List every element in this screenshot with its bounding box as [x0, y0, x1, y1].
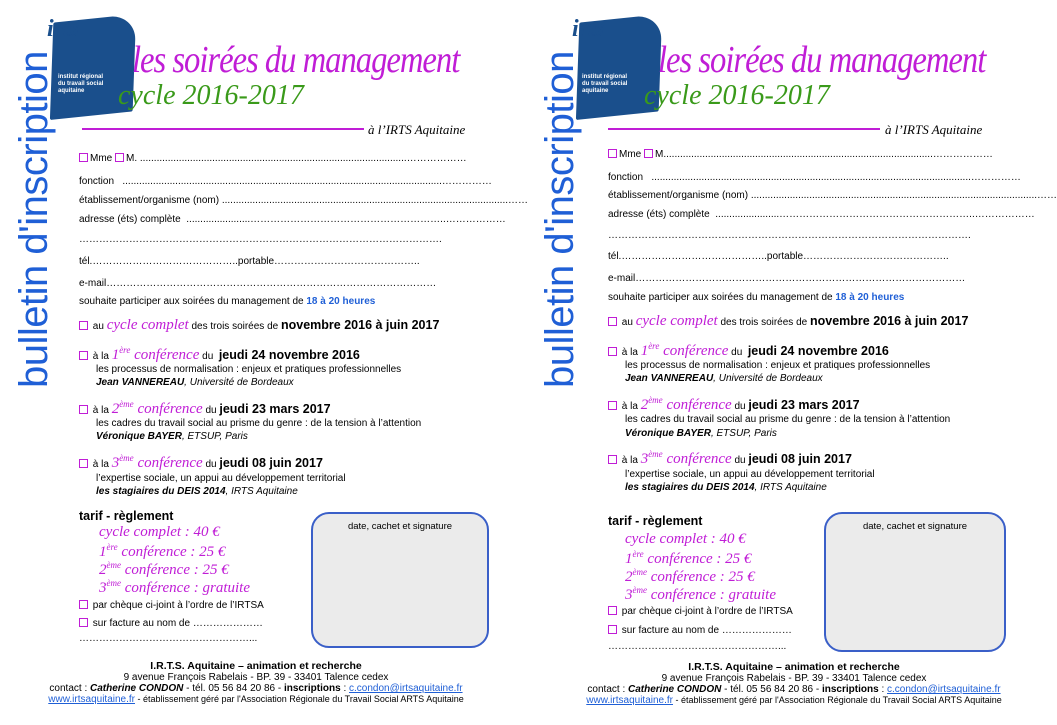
tarif-heading: tarif - règlement — [79, 509, 174, 523]
phone-row[interactable]: tél.……………………………………..portable…………………………………….. — [608, 251, 949, 262]
divider — [82, 128, 364, 130]
tarif-conf-1: 1ère conférence : 25 € — [99, 542, 226, 560]
souhaite-text: souhaite participer aux soirées du management de 18 à 20 heures — [79, 296, 376, 307]
conf-3-speaker: les stagiaires du DEIS 2014, IRTS Aquitaine — [96, 486, 298, 497]
website-link[interactable]: www.irtsaquitaine.fr — [586, 695, 673, 706]
conf-3-speaker: les stagiaires du DEIS 2014, IRTS Aquitaine — [625, 482, 827, 493]
option-cycle[interactable]: au cycle complet des trois soirées de novembre 2016 à juin 2017 — [79, 317, 439, 334]
option-conf-1[interactable]: à la 1ère conférence du jeudi 24 novembre 2016 — [608, 341, 889, 360]
website-link[interactable]: www.irtsaquitaine.fr — [48, 694, 135, 705]
adresse-line[interactable]: ………………………………………………………………………………………………. — [79, 234, 442, 245]
fonction-field[interactable]: fonction ...................................................................................................................…………… — [608, 172, 1021, 183]
option-conf-2[interactable]: à la 2ème conférence du jeudi 23 mars 2017 — [608, 395, 860, 414]
facture-line[interactable]: ……………………………………………... — [608, 641, 787, 652]
location: à l’IRTS Aquitaine — [368, 122, 466, 137]
payment-cheque[interactable]: par chèque ci-joint à l’ordre de l’IRTSA — [79, 600, 264, 611]
m-checkbox[interactable] — [644, 149, 653, 158]
footer: I.R.T.S. Aquitaine – animation et recherche 9 avenue François Rabelais - BP. 39 - 33401 Talence cedex contact : Catherine CONDON - tél. 05 56 84 20 86 - inscriptions : c.condon@irtsaquitaine.fr www.irtsaquitaine.fr - établissement géré par l'Association Régionale du Travail Social ARTS Aquitaine — [48, 660, 464, 705]
tarif-conf-2: 2ème conférence : 25 € — [99, 560, 229, 578]
conf-2-topic: les cadres du travail social au prisme du genre : de la tension à l’attention — [96, 418, 422, 429]
m-checkbox[interactable] — [115, 153, 124, 162]
souhaite-text: souhaite participer aux soirées du management de 18 à 20 heures — [608, 292, 905, 303]
vertical-title: bulletin d'inscription — [12, 51, 56, 388]
page-title: les soirées du management — [658, 39, 986, 81]
cycle-title: cycle 2016-2017 — [644, 80, 830, 111]
adresse-line[interactable]: ………………………………………………………………………………………………. — [608, 230, 971, 241]
logo-text: irts — [572, 16, 605, 42]
logo-subtitle: institut régional du travail social aquitaine — [58, 74, 104, 94]
tarif-conf-2: 2ème conférence : 25 € — [625, 567, 755, 585]
conf-1-topic: les processus de normalisation : enjeux et pratiques professionnelles — [96, 364, 402, 375]
adresse-field[interactable]: adresse (éts) complète .......................…………………………………………………..……………… — [608, 209, 1035, 220]
tarif-heading: tarif - règlement — [608, 514, 703, 528]
conf-3-topic: l’expertise sociale, un appui au développement territorial — [625, 469, 875, 480]
email-link[interactable]: c.condon@irtsaquitaine.fr — [887, 684, 1001, 695]
phone-row[interactable]: tél.……………………………………..portable…………………………………….. — [79, 256, 420, 267]
conf-1-topic: les processus de normalisation : enjeux et pratiques professionnelles — [625, 360, 931, 371]
conf-2-speaker: Véronique BAYER, ETSUP, Paris — [625, 428, 777, 439]
footer: I.R.T.S. Aquitaine – animation et recherche 9 avenue François Rabelais - BP. 39 - 33401 Talence cedex contact : Catherine CONDON - tél. 05 56 84 20 86 - inscriptions : c.condon@irtsaquitaine.fr www.irtsaquitaine.fr - établissement géré par l'Association Régionale du Travail Social ARTS Aquitaine — [586, 661, 1002, 706]
form-right — [512, 0, 1057, 725]
option-cycle[interactable]: au cycle complet des trois soirées de novembre 2016 à juin 2017 — [608, 313, 968, 330]
option-conf-3[interactable]: à la 3ème conférence du jeudi 08 juin 2017 — [608, 449, 852, 468]
logo-subtitle: institut régional du travail social aquitaine — [582, 74, 628, 94]
conf-2-speaker: Véronique BAYER, ETSUP, Paris — [96, 431, 248, 442]
mme-checkbox[interactable] — [79, 153, 88, 162]
page-title: les soirées du management — [132, 39, 460, 81]
cycle-title: cycle 2016-2017 — [118, 80, 304, 111]
etab-field[interactable]: établissement/organisme (nom) .......................................................................................................…… — [79, 195, 529, 206]
stamp-box[interactable] — [824, 512, 1006, 652]
adresse-field[interactable]: adresse (éts) complète .......................…………………………………………………..……………… — [79, 214, 506, 225]
option-conf-1[interactable]: à la 1ère conférence du jeudi 24 novembre 2016 — [79, 345, 360, 364]
payment-cheque[interactable]: par chèque ci-joint à l’ordre de l’IRTSA — [608, 606, 793, 617]
vertical-title: bulletin d'inscription — [538, 51, 582, 388]
tarif-conf-3: 3ème conférence : gratuite — [99, 578, 250, 596]
stamp-box[interactable] — [311, 512, 489, 648]
conf-1-speaker: Jean VANNEREAU, Université de Bordeaux — [625, 373, 823, 384]
facture-line[interactable]: ……………………………………………... — [79, 633, 258, 644]
tarif-cycle: cycle complet : 40 € — [99, 524, 220, 540]
conf-2-topic: les cadres du travail social au prisme du genre : de la tension à l’attention — [625, 414, 951, 425]
payment-facture[interactable]: sur facture au nom de ………………… — [79, 618, 263, 629]
option-conf-3[interactable]: à la 3ème conférence du jeudi 08 juin 2017 — [79, 453, 323, 472]
divider — [608, 128, 880, 130]
stamp-label: date, cachet et signature — [862, 521, 968, 532]
payment-facture[interactable]: sur facture au nom de ………………… — [608, 625, 792, 636]
mme-checkbox[interactable] — [608, 149, 617, 158]
conf-3-topic: l’expertise sociale, un appui au développement territorial — [96, 473, 346, 484]
location: à l’IRTS Aquitaine — [885, 122, 983, 137]
email-field[interactable]: e-mail……………………………………………………………………………………… — [608, 273, 966, 284]
civility-row: Mme M.................................................................................................……………… — [608, 149, 993, 160]
stamp-label: date, cachet et signature — [347, 521, 453, 532]
email-link[interactable]: c.condon@irtsaquitaine.fr — [349, 683, 463, 694]
logo-text: irts — [47, 16, 80, 42]
civility-row: Mme M. ................................................................................................……………… — [79, 153, 467, 164]
tarif-cycle: cycle complet : 40 € — [625, 531, 746, 547]
fonction-field[interactable]: fonction ...................................................................................................................…………… — [79, 176, 492, 187]
email-field[interactable]: e-mail……………………………………………………………………………………… — [79, 278, 437, 289]
tarif-conf-3: 3ème conférence : gratuite — [625, 585, 776, 603]
etab-field[interactable]: établissement/organisme (nom) .......................................................................................................…… — [608, 190, 1057, 201]
option-conf-2[interactable]: à la 2ème conférence du jeudi 23 mars 2017 — [79, 399, 331, 418]
tarif-conf-1: 1ère conférence : 25 € — [625, 549, 752, 567]
conf-1-speaker: Jean VANNEREAU, Université de Bordeaux — [96, 377, 294, 388]
